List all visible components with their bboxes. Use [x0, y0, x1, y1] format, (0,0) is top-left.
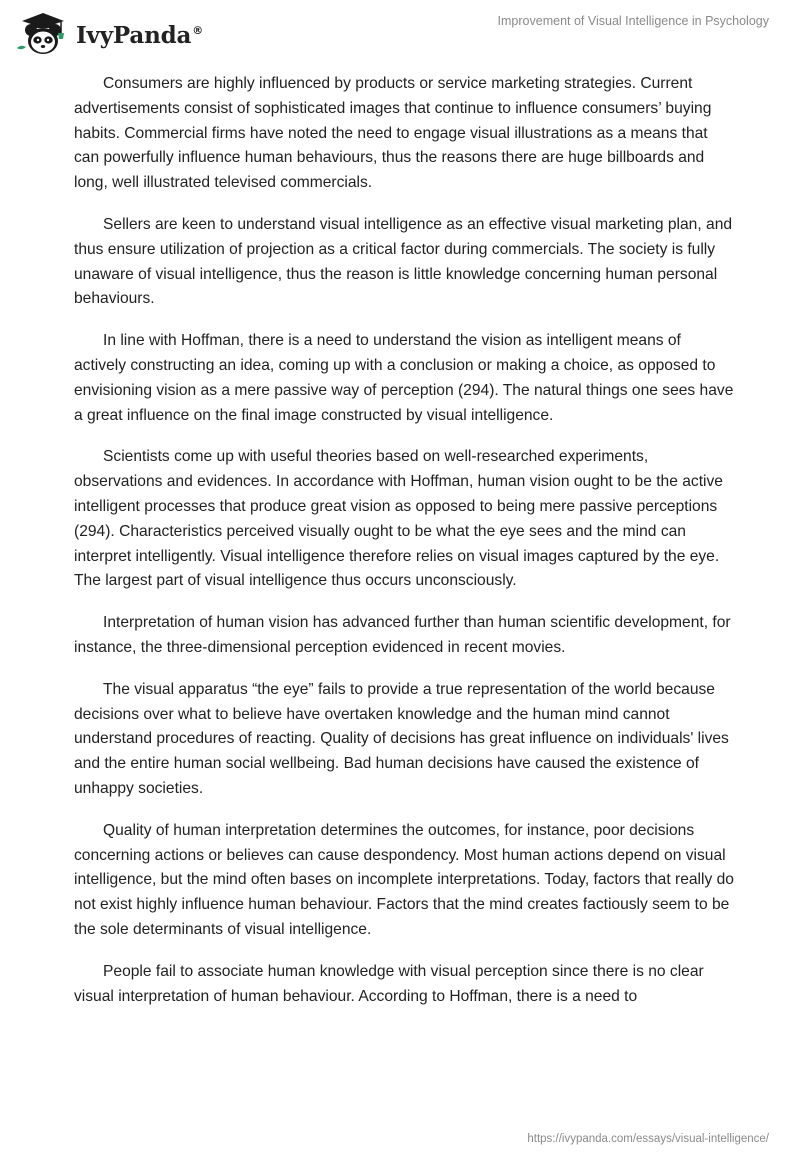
paragraph: Scientists come up with useful theories based on well-researched experiments, observations and evidences. In accordance with Hoffman, human vision ought to be the active intelligent processes that produce great vision as opposed to being mere passive perceptions (294). Characteristics perceived visually ought to be what the eye sees and the mind can interpret intelligently. Visual intelligence therefore relies on visual images captured by the eye. The largest part of visual intelligence thus occurs unconsciously.: [74, 448, 723, 590]
page-header: [0, 0, 800, 70]
paragraph: Consumers are highly influenced by products or service marketing strategies. Current advertisements consist of sophisticated images that continue to influence consumers’ buying habits. Commercial firms have noted the need to engage visual illustrations as a means that can powerfully influence human behaviours, thus the reasons there are huge billboards and long, well illustrated televised commercials.: [74, 75, 712, 192]
document-title: Improvement of Visual Intelligence in Psychology: [497, 14, 769, 28]
essay-body: [74, 72, 734, 1026]
paragraph: Quality of human interpretation determines the outcomes, for instance, poor decisions concerning actions or believes can cause despondency. Most human actions depend on visual intelligence, but the mind often bases on incomplete interpretations. Today, factors that really do not exist highly influence human behaviour. Factors that the mind creates factiously seem to be the sole determinants of visual intelligence.: [74, 821, 734, 938]
registered-mark: ®: [192, 23, 203, 37]
paragraph: The visual apparatus “the eye” fails to provide a true representation of the world because decisions over what to believe have overtaken knowledge and the human mind cannot understand procedures of reacting. Quality of decisions has great influence on individuals' lives and the entire human social wellbeing. Bad human decisions have caused the existence of unhappy societies.: [74, 680, 729, 797]
paragraph: Interpretation of human vision has advanced further than human scientific development, for instance, the three-dimensional perception evidenced in recent movies.: [74, 614, 731, 656]
ivypanda-logo[interactable]: [14, 8, 203, 58]
panda-graduation-cap-icon: [14, 8, 72, 58]
paragraph: Sellers are keen to understand visual intelligence as an effective visual marketing plan, and thus ensure utilization of projection as a critical factor during commercials. The society is fully unaware of visual intelligence, thus the reason is little knowledge concerning human personal behaviours.: [74, 215, 733, 308]
paragraph: People fail to associate human knowledge with visual perception since there is no clear visual interpretation of human behaviour. According to Hoffman, there is a need to: [74, 962, 704, 1005]
source-url[interactable]: https://ivypanda.com/essays/visual-intelligence/: [527, 1133, 769, 1145]
brand-name: IvyPanda®: [76, 21, 203, 49]
paragraph: In line with Hoffman, there is a need to understand the vision as intelligent means of actively constructing an idea, coming up with a conclusion or making a choice, as opposed to envisioning vision as a mere passive way of perception (294). The natural things one sees have a great influence on the final image constructed by visual intelligence.: [74, 332, 734, 424]
